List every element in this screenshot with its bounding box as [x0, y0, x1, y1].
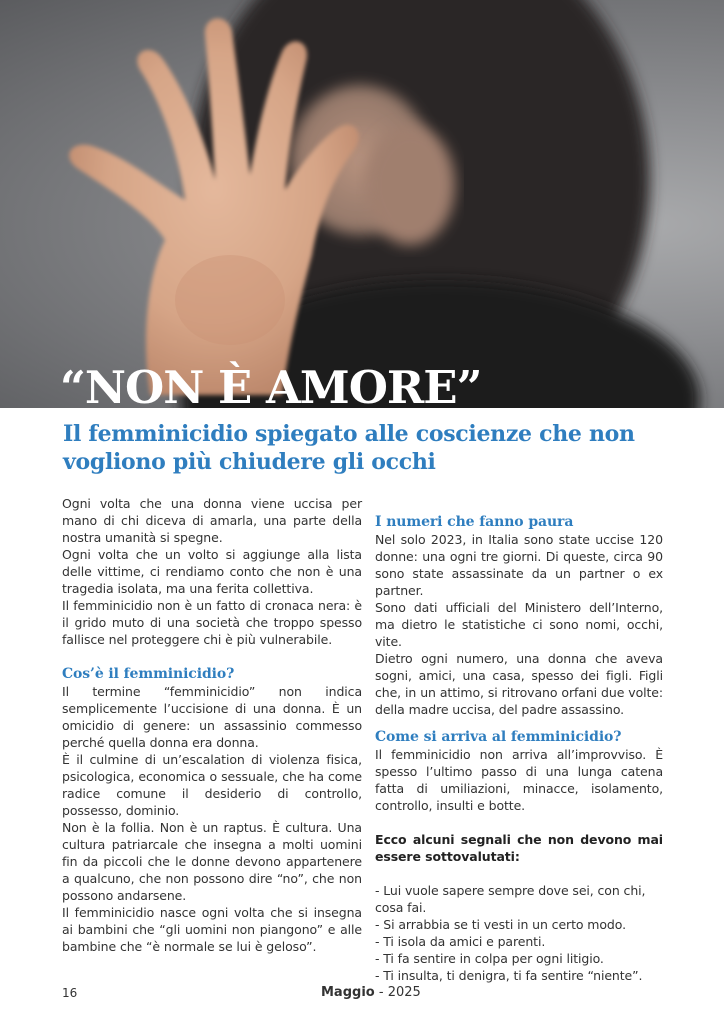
section-paragraph: È il culmine di un’escalation di violenza fisica, psicologica, economica o sessuale, che ha come radice comune il desiderio di controllo, possesso, dominio.: [62, 752, 362, 818]
section-paragraph: Sono dati ufficiali del Ministero dell’Interno, ma dietro le statistiche ci sono nomi, occhi, vite.: [375, 600, 663, 649]
hand-photo-illustration: [0, 0, 724, 408]
spacer: [62, 648, 362, 665]
article-subtitle: Il femminicidio spiegato alle coscienze che non vogliono più chiudere gli occhi: [63, 421, 635, 475]
section-paragraph: Dietro ogni numero, una donna che aveva sogni, amici, una casa, spesso dei figli. Figli che, in un attimo, si ritrovano orfani due volte: della madre uccisa, del padre assassino.: [375, 651, 663, 717]
signals-intro: Ecco alcuni segnali che non devono mai essere sottovalutati:: [375, 832, 663, 864]
article-title: “NON È AMORE”: [60, 361, 482, 414]
page-number: 16: [62, 986, 78, 1000]
issue-date: [321, 985, 421, 1000]
intro-paragraph: Ogni volta che una donna viene uccisa per mano di chi diceva di amarla, una parte della nostra umanità si spegne.: [62, 496, 362, 545]
list-item: - Ti isola da amici e parenti.: [375, 934, 546, 949]
signals-list: [375, 882, 663, 984]
intro-paragraph: Il femminicidio non è un fatto di cronaca nera: è il grido muto di una società che troppo spesso fallisce nel proteggere chi è più vulnerabile.: [62, 598, 362, 647]
issue-year: 2025: [387, 985, 421, 1000]
spacer: [375, 814, 663, 831]
left-column: [62, 495, 362, 955]
date-separator: -: [374, 985, 388, 1000]
list-item: - Si arrabbia se ti vesti in un certo modo.: [375, 917, 626, 932]
section-paragraph: Il femminicidio non arriva all’improvviso. È spesso l’ultimo passo di una lunga catena fatta di umiliazioni, minacce, isolamento, controllo, insulti e botte.: [375, 747, 663, 813]
spacer: [375, 718, 663, 728]
list-item: - Ti insulta, ti denigra, ti fa sentire “niente”.: [375, 968, 643, 983]
section-paragraph: Il termine “femminicidio” non indica semplicemente l’uccisione di una donna. È un omicidio di genere: un assassinio commesso perché quella donna era donna.: [62, 684, 362, 750]
section-paragraph: Il femminicidio nasce ogni volta che si insegna ai bambini che “gli uomini non piangono” e alle bambine che “è normale se lui è geloso”.: [62, 905, 362, 954]
spacer: [375, 865, 663, 882]
section-heading: I numeri che fanno paura: [375, 514, 574, 530]
hero-photo: [0, 0, 724, 408]
issue-month: Maggio: [321, 985, 375, 1000]
right-column: [375, 513, 663, 984]
section-heading: Come si arriva al femminicidio?: [375, 729, 622, 745]
intro-paragraph: Ogni volta che un volto si aggiunge alla lista delle vittime, ci rendiamo conto che non è una tragedia isolata, ma una ferita collettiva.: [62, 547, 362, 596]
section-paragraph: Nel solo 2023, in Italia sono state uccise 120 donne: una ogni tre giorni. Di queste, circa 90 sono state assassinate da un partner o ex partner.: [375, 532, 663, 598]
list-item: - Ti fa sentire in colpa per ogni litigio.: [375, 951, 604, 966]
section-heading: Cos’è il femminicidio?: [62, 666, 235, 682]
section-paragraph: Non è la follia. Non è un raptus. È cultura. Una cultura patriarcale che insegna a molti uomini fin da piccoli che le donne devono appartenere a qualcuno, che non possono dire “no”, che non possono andarsene.: [62, 820, 362, 903]
list-item: - Lui vuole sapere sempre dove sei, con chi, cosa fai.: [375, 883, 646, 915]
